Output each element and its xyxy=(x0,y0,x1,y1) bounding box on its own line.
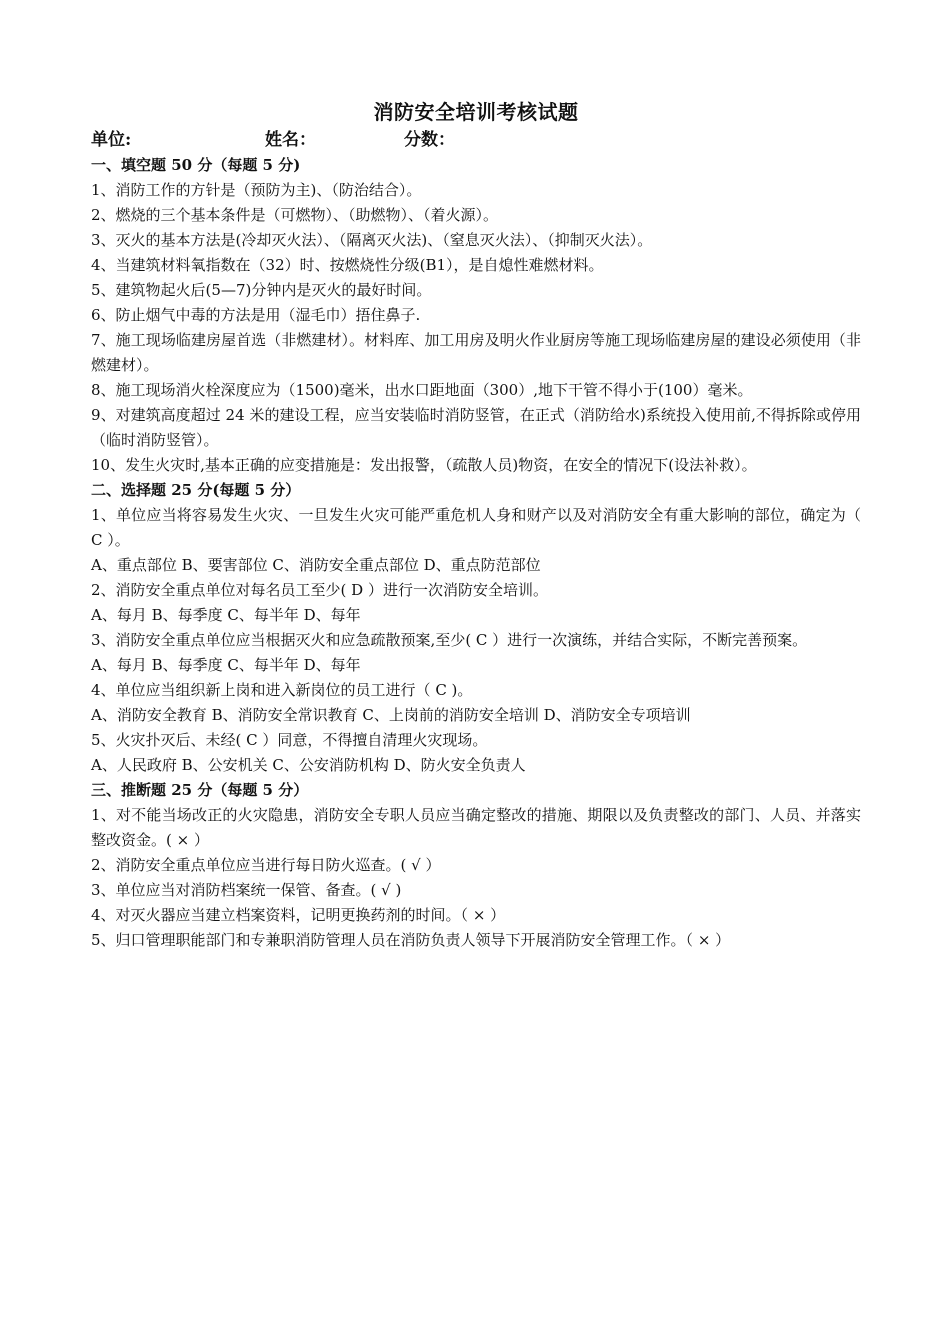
fill-blank-question-3: 3、灭火的基本方法是(冷却灭火法）、（隔离灭火法)、（窒息灭火法）、（抑制灭火法）。 xyxy=(91,231,653,249)
choice-question-2: 2、消防安全重点单位对每名员工至少( D ）进行一次消防安全培训。 xyxy=(91,581,548,599)
choice-options-5: A、人民政府 B、公安机关 C、公安消防机构 D、防火安全负责人 xyxy=(91,756,526,774)
fill-blank-question-7: 7、施工现场临建房屋首选（非燃建材）。材料库、加工用房及明火作业厨房等施工现场临建房屋的建设必须使用（非燃建材）。 xyxy=(91,331,861,374)
fill-blank-question-10: 10、发生火灾时,基本正确的应变措施是：发出报警，（疏散人员)物资，在安全的情况下(设法补救）。 xyxy=(91,456,757,474)
judgement-question-2: 2、消防安全重点单位应当进行每日防火巡查。( √ ） xyxy=(91,856,441,874)
fill-blank-question-9: 9、对建筑高度超过 24 米的建设工程，应当安装临时消防竖管，在正式（消防给水)系统投入使用前,不得拆除或停用（临时消防竖管）。 xyxy=(91,406,861,449)
choice-question-5: 5、火灾扑灭后、未经( C ）同意，不得擅自清理火灾现场。 xyxy=(91,731,488,749)
section-choice-heading: 二、选择题 25 分(每题 5 分） xyxy=(91,481,301,499)
fill-blank-question-1: 1、消防工作的方针是（预防为主)、（防治结合）。 xyxy=(91,181,422,199)
choice-options-3: A、每月 B、每季度 C、每半年 D、每年 xyxy=(91,656,361,674)
choice-options-4: A、消防安全教育 B、消防安全常识教育 C、上岗前的消防安全培训 D、消防安全专项培训 xyxy=(91,706,691,724)
choice-options-2: A、每月 B、每季度 C、每半年 D、每年 xyxy=(91,606,361,624)
judgement-question-3: 3、单位应当对消防档案统一保管、备查。( √ ) xyxy=(91,881,402,899)
fill-blank-question-6: 6、防止烟气中毒的方法是用（湿毛巾）捂住鼻子. xyxy=(91,306,421,324)
choice-question-1: 1、单位应当将容易发生火灾、一旦发生火灾可能严重危机人身和财产以及对消防安全有重大影响的部位，确定为（ C ）。 xyxy=(91,506,861,549)
section-fill-blank-heading: 一、填空题 50 分（每题 5 分) xyxy=(91,156,301,174)
choice-question-3: 3、消防安全重点单位应当根据灭火和应急疏散预案,至少( C ）进行一次演练，并结合实际，不断完善预案。 xyxy=(91,631,808,649)
section-judgement-heading: 三、推断题 25 分（每题 5 分） xyxy=(91,781,309,799)
judgement-question-5: 5、归口管理职能部门和专兼职消防管理人员在消防负责人领导下开展消防安全管理工作。（ × ） xyxy=(91,931,731,949)
name-label: 姓名： xyxy=(265,130,316,150)
fill-blank-question-5: 5、建筑物起火后(5—7)分钟内是灭火的最好时间。 xyxy=(91,281,432,299)
fill-blank-question-4: 4、当建筑材料氧指数在（32）时、按燃烧性分级(B1），是自熄性难燃材料。 xyxy=(91,256,604,274)
exam-document xyxy=(91,98,861,953)
judgement-question-4: 4、对灭火器应当建立档案资料，记明更换药剂的时间。（ × ） xyxy=(91,906,506,924)
choice-question-4: 4、单位应当组织新上岗和进入新岗位的员工进行（ C )。 xyxy=(91,681,473,699)
fill-blank-question-8: 8、施工现场消火栓深度应为（1500)毫米，出水口距地面（300）,地下干管不得小于(100）毫米。 xyxy=(91,381,753,399)
document-title: 消防安全培训考核试题 xyxy=(373,100,579,124)
score-label: 分数： xyxy=(404,130,455,150)
judgement-question-1: 1、对不能当场改正的火灾隐患，消防安全专职人员应当确定整改的措施、期限以及负责整改的部门、人员、并落实整改资金。( × ） xyxy=(91,806,861,849)
header-fields xyxy=(91,127,861,153)
choice-options-1: A、重点部位 B、要害部位 C、消防安全重点部位 D、重点防范部位 xyxy=(91,556,541,574)
fill-blank-question-2: 2、燃烧的三个基本条件是（可燃物）、（助燃物）、（着火源）。 xyxy=(91,206,499,224)
unit-label: 单位: xyxy=(91,130,132,150)
